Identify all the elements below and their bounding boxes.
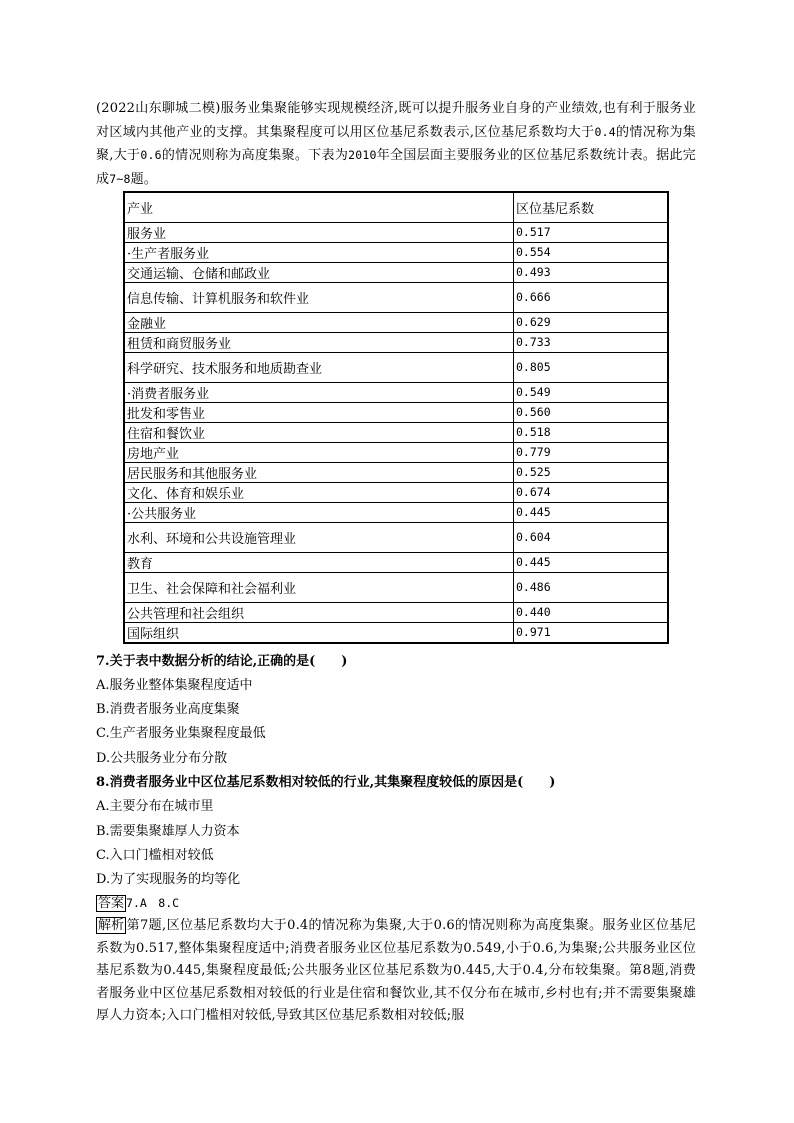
industry-cell: 金融业 xyxy=(124,312,514,332)
industry-cell: 教育 xyxy=(124,552,514,572)
gini-value-cell: 0.779 xyxy=(514,442,669,462)
question-7-option-c: C.生产者服务业集聚程度最低 xyxy=(96,726,266,742)
question-7-option-d: D.公共服务业分布分散 xyxy=(96,750,228,766)
intro-text-5: 题。 xyxy=(130,171,157,187)
table-row xyxy=(124,382,668,402)
question-7-stem: 关于表中数据分析的结论,正确的是( ) xyxy=(109,653,348,669)
explanation-label: 解析 xyxy=(98,918,125,934)
table-row xyxy=(124,312,668,332)
table-row xyxy=(124,462,668,482)
table-row xyxy=(124,602,668,622)
header-industry: 产业 xyxy=(124,192,514,222)
industry-cell: 房地产业 xyxy=(124,442,514,462)
table-row xyxy=(124,422,668,442)
industry-cell: ·公共服务业 xyxy=(124,502,514,522)
question-7-option-b: B.消费者服务业高度集聚 xyxy=(96,702,240,718)
industry-cell: 信息传输、计算机服务和软件业 xyxy=(124,282,514,312)
table-row xyxy=(124,442,668,462)
table-row xyxy=(124,502,668,522)
intro-text-2: 的情况称为集聚,大于 xyxy=(96,124,697,163)
gini-value-cell: 0.666 xyxy=(514,282,669,312)
industry-cell: 公共管理和社会组织 xyxy=(124,602,514,622)
question-7 xyxy=(96,650,696,675)
table-row xyxy=(124,242,668,262)
table-row xyxy=(124,352,668,382)
answer-label: 答案 xyxy=(98,896,125,912)
question-8-option-b: B.需要集聚雄厚人力资本 xyxy=(96,823,240,839)
industry-cell: 水利、环境和公共设施管理业 xyxy=(124,522,514,552)
intro-range: 7~8 xyxy=(109,171,131,186)
gini-value-cell: 0.604 xyxy=(514,522,669,552)
gini-value-cell: 0.493 xyxy=(514,262,669,282)
table-row xyxy=(124,332,668,352)
question-7-number: 7. xyxy=(96,653,110,669)
gini-value-cell: 0.674 xyxy=(514,482,669,502)
industry-cell: 服务业 xyxy=(124,222,514,242)
industry-cell: 交通运输、仓储和邮政业 xyxy=(124,262,514,282)
industry-cell: 租赁和商贸服务业 xyxy=(124,332,514,352)
gini-value-cell: 0.445 xyxy=(514,502,669,522)
question-8-option-d: D.为了实现服务的均等化 xyxy=(96,871,241,887)
industry-cell: 居民服务和其他服务业 xyxy=(124,462,514,482)
table-row xyxy=(124,482,668,502)
intro-text-3: 的情况则称为高度集聚。下表为 xyxy=(161,148,349,163)
gini-value-cell: 0.445 xyxy=(514,552,669,572)
gini-value-cell: 0.971 xyxy=(514,622,669,643)
question-8-stem: 消费者服务业中区位基尼系数相对较低的行业,其集聚程度较低的原因是( ) xyxy=(109,774,556,790)
explanation-paragraph xyxy=(96,915,696,1028)
gini-value-cell: 0.554 xyxy=(514,242,669,262)
gini-value-cell: 0.560 xyxy=(514,402,669,422)
industry-cell: 国际组织 xyxy=(124,622,514,643)
intro-text-1: 服务业集聚能够实现规模经济,既可以提升服务业自身的产业绩效,也有利于服务业对区域内其他产业的支撑。其集聚程度可以用区位基尼系数表示,区位基尼系数均大于 xyxy=(96,101,696,140)
industry-cell: 科学研究、技术服务和地质勘查业 xyxy=(124,352,514,382)
gini-value-cell: 0.525 xyxy=(514,462,669,482)
table-row xyxy=(124,572,668,602)
table-header-row xyxy=(124,192,668,222)
question-8-number: 8. xyxy=(96,774,110,790)
gini-value-cell: 0.549 xyxy=(514,382,669,402)
gini-value-cell: 0.486 xyxy=(514,572,669,602)
table-row xyxy=(124,622,668,643)
table-row xyxy=(124,222,668,242)
gini-value-cell: 0.805 xyxy=(514,352,669,382)
intro-threshold-2: 0.6 xyxy=(140,148,162,162)
industry-cell: 卫生、社会保障和社会福利业 xyxy=(124,572,514,602)
industry-cell: ·消费者服务业 xyxy=(124,382,514,402)
answer-text: 7.A 8.C xyxy=(126,896,180,911)
industry-cell: 批发和零售业 xyxy=(124,402,514,422)
explanation-text: 第7题,区位基尼系数均大于0.4的情况称为集聚,大于0.6的情况则称为高度集聚。服务业区位基尼系数为0.517,整体集聚程度适中;消费者服务业区位基尼系数为0.549,小于0.6,为集聚;公共服务业区位基尼系数为0.445,集聚程度最低;公共服务业区位基尼系数为0.445,大于0.4,分布较集聚。第8题,消费者服务业中区位基尼系数相对较低的行业是住宿和餐饮业,其不仅分布在城市,乡村也有;并不需要集聚雄厚人力资本;入口门槛相对较低,导致其区位基尼系数相对较低;服 xyxy=(96,918,696,1024)
gini-value-cell: 0.629 xyxy=(514,312,669,332)
intro-text-4: 年全国层面主要服务业的区位基尼系数统计表。据此完成 xyxy=(96,148,696,187)
gini-table xyxy=(123,191,669,644)
table-row xyxy=(124,402,668,422)
gini-value-cell: 0.733 xyxy=(514,332,669,352)
document-page xyxy=(96,98,696,1028)
question-7-option-a: A.服务业整体集聚程度适中 xyxy=(96,678,253,693)
table-row xyxy=(124,522,668,552)
intro-source: (2022山东聊城二模) xyxy=(96,101,221,116)
industry-cell: 文化、体育和娱乐业 xyxy=(124,482,514,502)
question-8 xyxy=(96,771,696,796)
intro-paragraph xyxy=(96,98,696,191)
header-gini: 区位基尼系数 xyxy=(514,192,669,222)
question-8-option-a: A.主要分布在城市里 xyxy=(96,799,214,815)
intro-threshold-1: 0.4 xyxy=(594,124,616,139)
gini-value-cell: 0.517 xyxy=(514,222,669,242)
intro-year: 2010 xyxy=(348,148,377,162)
table-row xyxy=(124,552,668,572)
answer-line xyxy=(96,892,696,915)
question-8-option-c: C.入口门槛相对较低 xyxy=(96,847,214,863)
industry-cell: 住宿和餐饮业 xyxy=(124,422,514,442)
table-row xyxy=(124,262,668,282)
gini-value-cell: 0.440 xyxy=(514,602,669,622)
gini-value-cell: 0.518 xyxy=(514,422,669,442)
industry-cell: ·生产者服务业 xyxy=(124,242,514,262)
table-row xyxy=(124,282,668,312)
